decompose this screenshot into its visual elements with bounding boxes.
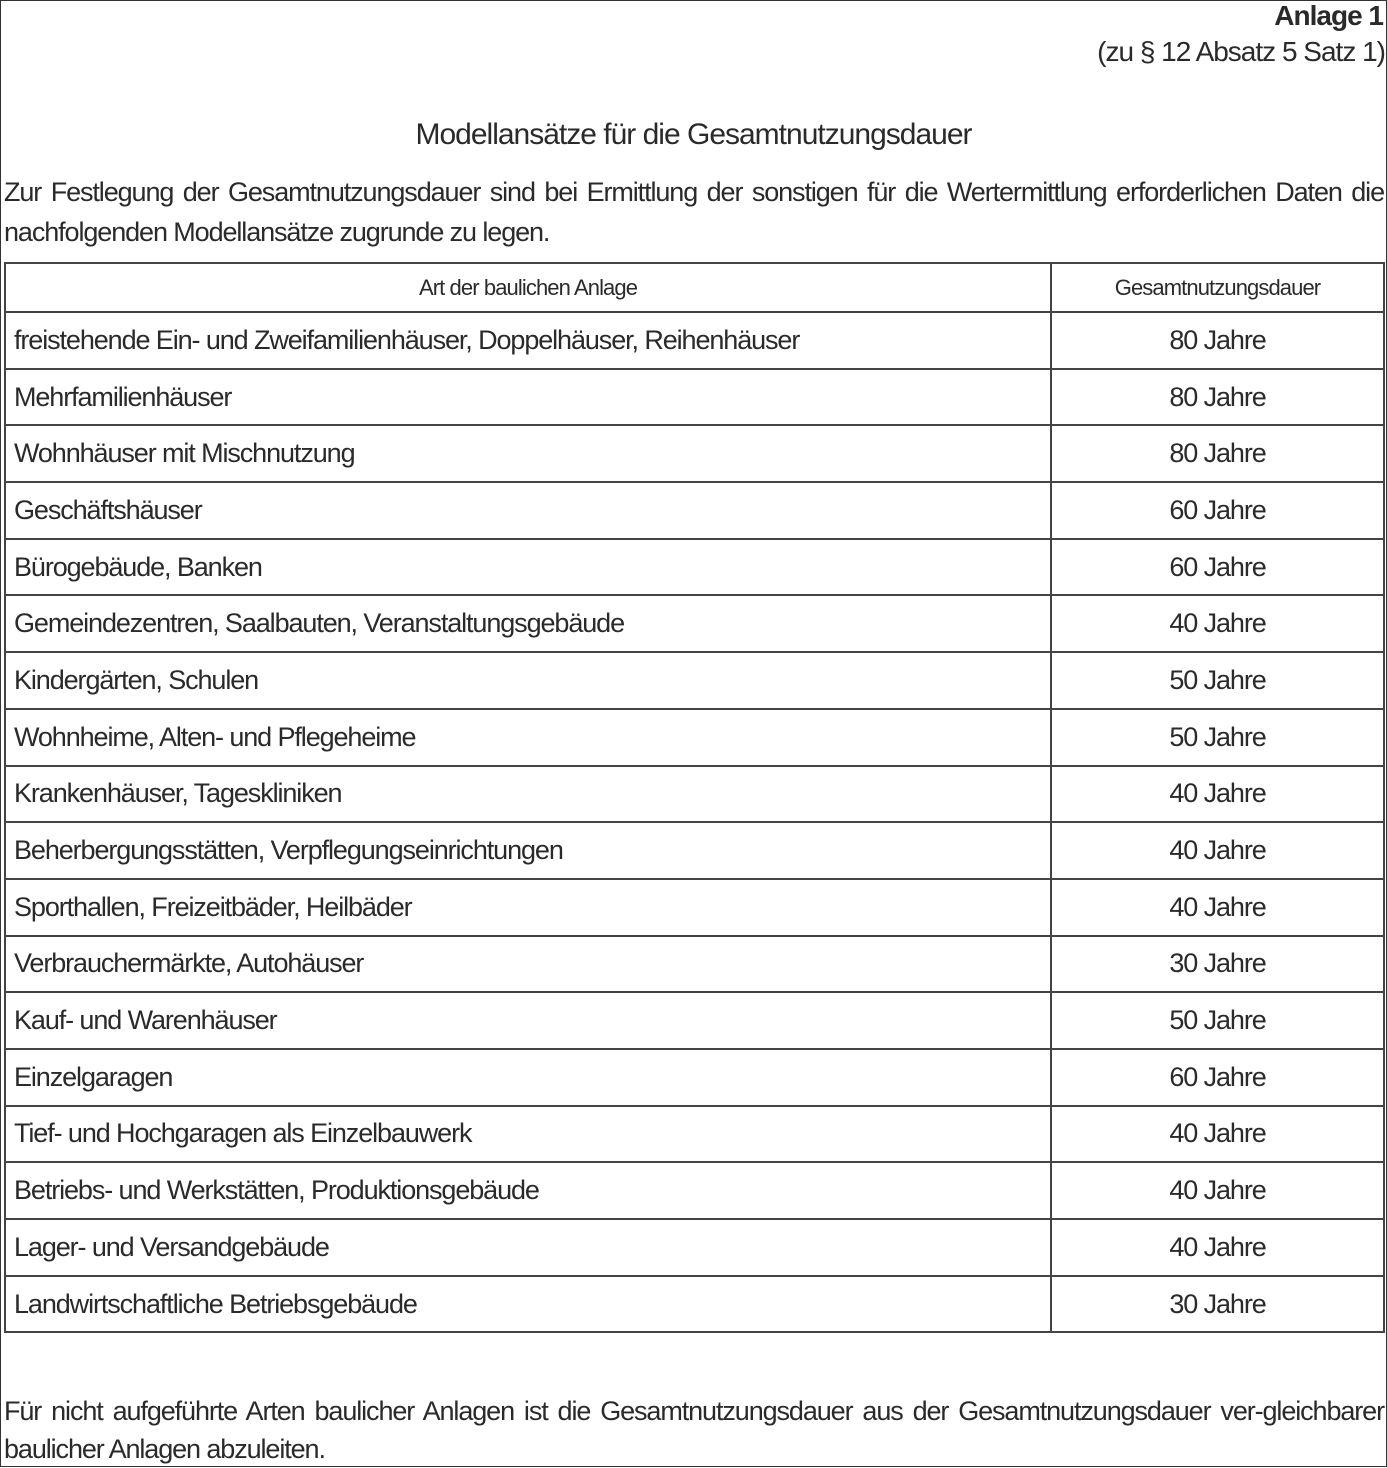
building-type-cell: Einzelgaragen [5,1049,1051,1106]
building-type-cell: Tief- und Hochgaragen als Einzelbauwerk [5,1106,1051,1163]
column-header-duration: Gesamtnutzungsdauer [1051,263,1384,312]
anlage-label: Anlage 1 [1274,0,1383,31]
duration-cell: 40 Jahre [1051,822,1384,879]
intro-paragraph: Zur Festlegung der Gesamtnutzungsdauer sind bei Ermittlung der sonstigen für die Wertermittlung erforderlichen Daten die nachfolgenden Modellansätze zugrunde zu legen. [4,177,1384,247]
building-type-cell: Lager- und Versandgebäude [5,1219,1051,1276]
building-type-cell: Beherbergungsstätten, Verpflegungseinrichtungen [5,822,1051,879]
building-type-cell: Sporthallen, Freizeitbäder, Heilbäder [5,879,1051,936]
duration-cell: 50 Jahre [1051,652,1384,709]
table-row [5,879,1384,936]
duration-cell: 40 Jahre [1051,1106,1384,1163]
building-type-cell: Betriebs- und Werkstätten, Produktionsgebäude [5,1162,1051,1219]
duration-cell: 40 Jahre [1051,1162,1384,1219]
duration-cell: 80 Jahre [1051,312,1384,369]
duration-cell: 80 Jahre [1051,369,1384,426]
duration-cell: 50 Jahre [1051,709,1384,766]
building-type-cell: Geschäftshäuser [5,482,1051,539]
table-row [5,1276,1384,1333]
document-title: Modellansätze für die Gesamtnutzungsdauer [415,118,972,151]
duration-cell: 60 Jahre [1051,482,1384,539]
table-row [5,822,1384,879]
table-row [5,482,1384,539]
table-row [5,936,1384,993]
building-type-cell: Kindergärten, Schulen [5,652,1051,709]
duration-cell: 40 Jahre [1051,766,1384,823]
duration-table [4,262,1385,1333]
table-row [5,992,1384,1049]
table-row [5,425,1384,482]
duration-cell: 30 Jahre [1051,1276,1384,1333]
duration-cell: 40 Jahre [1051,1219,1384,1276]
table-header-row [5,263,1384,312]
building-type-cell: Landwirtschaftliche Betriebsgebäude [5,1276,1051,1333]
table-row [5,652,1384,709]
footer-paragraph: Für nicht aufgeführte Arten baulicher Anlagen ist die Gesamtnutzungsdauer aus der Gesamtnutzungsdauer ver-gleichbarer baulicher Anlagen abzuleiten. [4,1396,1384,1464]
duration-cell: 40 Jahre [1051,595,1384,652]
table-row [5,1219,1384,1276]
table-row [5,369,1384,426]
column-header-type: Art der baulichen Anlage [5,263,1051,312]
table-row [5,312,1384,369]
building-type-cell: Mehrfamilienhäuser [5,369,1051,426]
building-type-cell: Wohnhäuser mit Mischnutzung [5,425,1051,482]
duration-cell: 40 Jahre [1051,879,1384,936]
duration-cell: 30 Jahre [1051,936,1384,993]
building-type-cell: Bürogebäude, Banken [5,539,1051,596]
duration-cell: 60 Jahre [1051,1049,1384,1106]
table-row [5,766,1384,823]
building-type-cell: Gemeindezentren, Saalbauten, Veranstaltungsgebäude [5,595,1051,652]
table-row [5,595,1384,652]
table-row [5,539,1384,596]
table-row [5,1106,1384,1163]
duration-cell: 60 Jahre [1051,539,1384,596]
building-type-cell: Krankenhäuser, Tageskliniken [5,766,1051,823]
building-type-cell: freistehende Ein- und Zweifamilienhäuser, Doppelhäuser, Reihenhäuser [5,312,1051,369]
legal-reference: (zu § 12 Absatz 5 Satz 1) [1097,36,1385,67]
table-row [5,709,1384,766]
duration-cell: 80 Jahre [1051,425,1384,482]
duration-cell: 50 Jahre [1051,992,1384,1049]
table-row [5,1049,1384,1106]
building-type-cell: Wohnheime, Alten- und Pflegeheime [5,709,1051,766]
building-type-cell: Verbrauchermärkte, Autohäuser [5,936,1051,993]
building-type-cell: Kauf- und Warenhäuser [5,992,1051,1049]
table-row [5,1162,1384,1219]
